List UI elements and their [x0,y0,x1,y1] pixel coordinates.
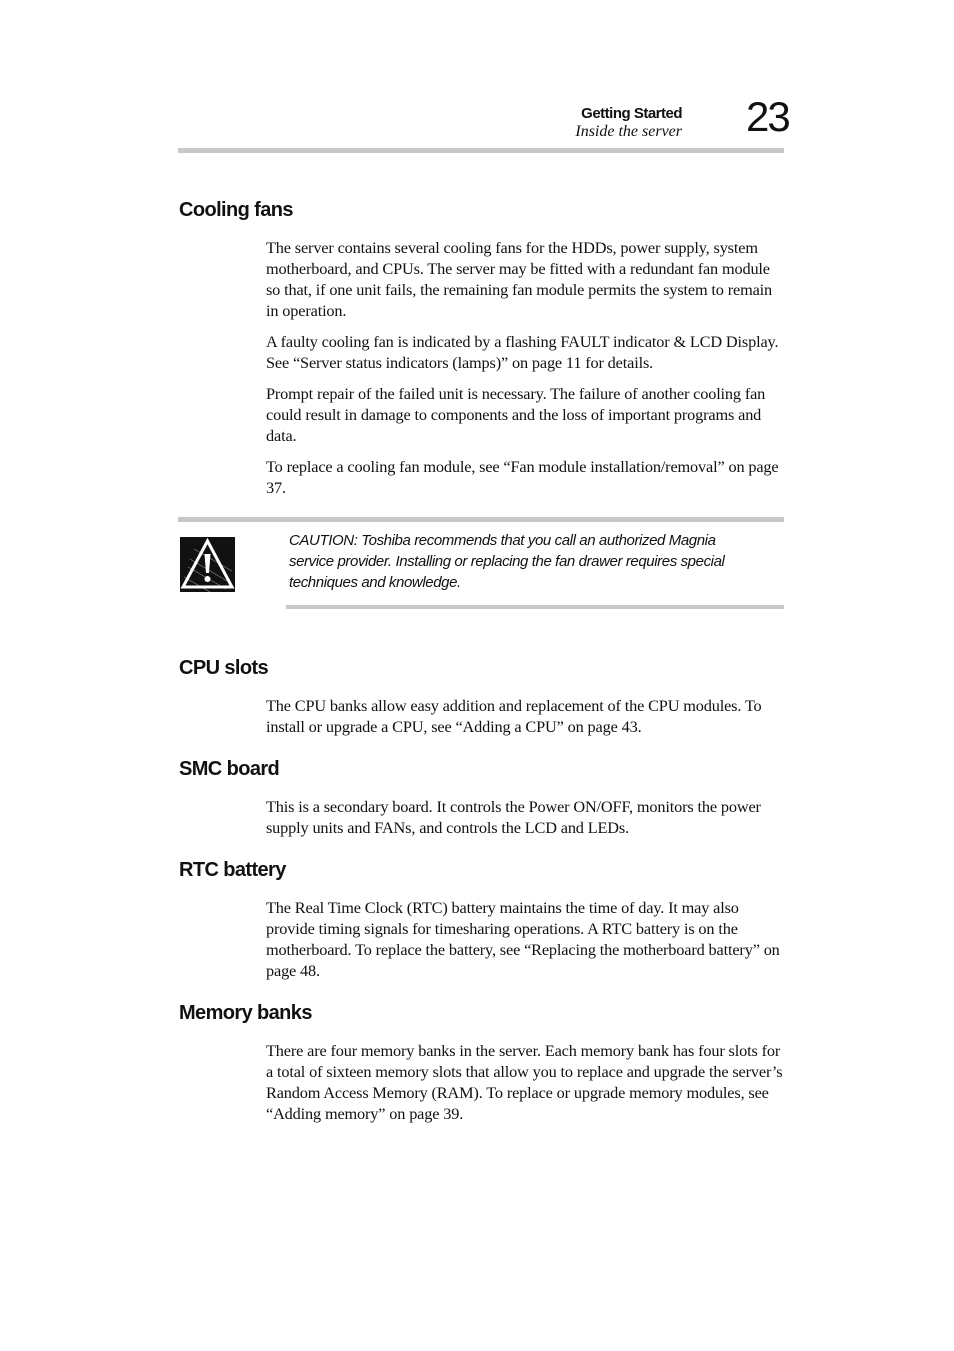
heading-cpu-slots: CPU slots [179,657,269,679]
running-header-section: Inside the server [575,123,682,140]
running-header-chapter: Getting Started [581,105,682,122]
cooling-fans-paragraph-1: The server contains several cooling fans for the HDDs, power supply, system motherboard, and CPUs. The server may be fitted with a redundant fan module so that, if one unit fails, the remaining fan module permits the system to remain in operation. [266,238,773,320]
caution-rule-bottom [286,605,784,609]
cooling-fans-paragraph-4: To replace a cooling fan module, see “Fan module installation/removal” on page 37. [266,457,779,497]
memory-banks-paragraph: There are four memory banks in the server. Each memory bank has four slots for a total of sixteen memory slots that allow you to replace and upgrade the server’s Random Access Memory (RAM). To replace or upgrade memory modules, see “Adding memory” on page 39. [266,1041,783,1123]
page-number: 23 [746,93,789,140]
header-rule [178,148,784,153]
cooling-fans-paragraph-3: Prompt repair of the failed unit is necessary. The failure of another cooling fan could result in damage to components and the loss of important programs and data. [266,384,766,445]
caution-rule-top [178,517,784,522]
heading-rtc-battery: RTC battery [179,859,286,881]
heading-memory-banks: Memory banks [179,1002,312,1024]
heading-smc-board: SMC board [179,758,280,780]
smc-board-paragraph: This is a secondary board. It controls the Power ON/OFF, monitors the power supply units and FANs, and controls the LCD and LEDs. [266,797,761,837]
cpu-slots-paragraph: The CPU banks allow easy addition and replacement of the CPU modules. To install or upgrade a CPU, see “Adding a CPU” on page 43. [266,696,762,736]
cooling-fans-paragraph-2: A faulty cooling fan is indicated by a flashing FAULT indicator & LCD Display. See “Server status indicators (lamps)” on page 11 for details. [266,332,779,372]
heading-cooling-fans: Cooling fans [179,199,293,221]
rtc-battery-paragraph: The Real Time Clock (RTC) battery maintains the time of day. It may also provide timing signals for timesharing operations. A RTC battery is on the motherboard. To replace the battery, see “Replacing the motherboard battery” on page 48. [266,898,780,980]
caution-text: CAUTION: Toshiba recommends that you call an authorized Magnia service provider. Installing or replacing the fan drawer requires special techniques and knowledge. [289,532,725,591]
warning-triangle-icon [180,537,235,592]
